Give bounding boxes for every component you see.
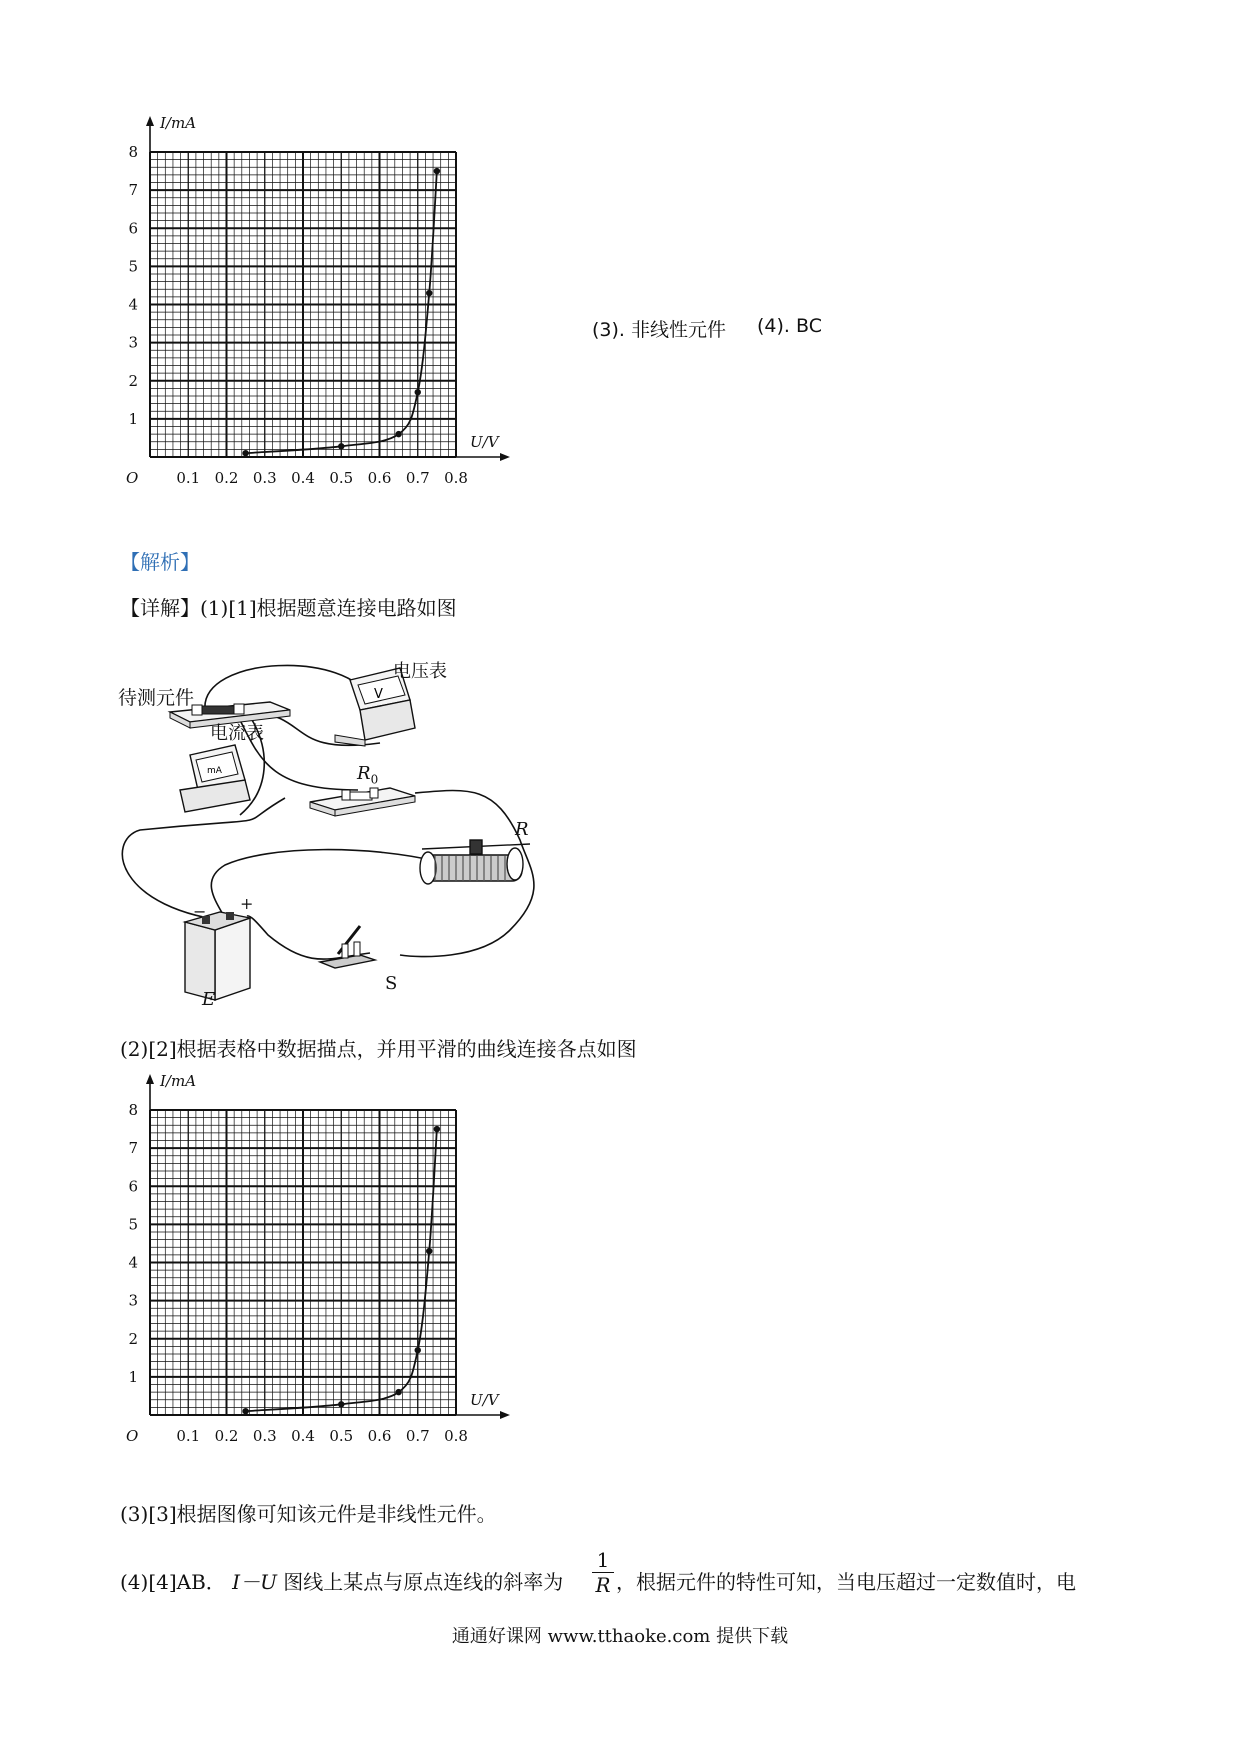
label-battery: E: [202, 989, 216, 1010]
x-tick-label: 0.1: [176, 1427, 201, 1445]
x-tick-label: 0.4: [291, 1427, 315, 1445]
x-tick-label: 0.6: [367, 469, 392, 487]
data-point: [395, 431, 401, 437]
x-tick-label: 0.1: [176, 469, 201, 487]
y-tick-label: 5: [128, 1215, 138, 1234]
y-tick-label: 5: [128, 257, 138, 276]
data-point: [242, 450, 248, 456]
x-axis-label: U/V: [470, 433, 499, 451]
x-tick-label: 0.2: [214, 469, 239, 487]
data-point: [395, 1389, 401, 1395]
x-tick-label: 0.7: [405, 469, 430, 487]
x-tick-label: 0.5: [329, 469, 354, 487]
iu-chart-1-svg: [110, 112, 570, 532]
x-axis-label: U/V: [470, 1391, 499, 1409]
analysis-tag: 【解析】: [120, 550, 200, 574]
y-tick-label: 1: [128, 1367, 138, 1386]
x-tick-label: 0.8: [444, 469, 468, 487]
chart-grid: [150, 1110, 456, 1415]
data-point: [426, 1248, 432, 1254]
y-axis-arrow: [146, 1074, 154, 1084]
iu-chart-2-svg: [110, 1070, 570, 1490]
answer-4: (4). BC: [757, 315, 822, 337]
y-tick-label: 8: [128, 1101, 138, 1119]
label-minus: −: [193, 902, 207, 921]
answer-3: (3). 非线性元件: [592, 319, 726, 341]
iu-chart-1: [110, 112, 570, 532]
data-point: [434, 168, 440, 174]
x-tick-label: 0.6: [367, 1427, 392, 1445]
data-point: [434, 1126, 440, 1132]
y-tick-label: 3: [128, 1291, 138, 1310]
y-tick-label: 6: [128, 219, 138, 238]
detail-line-1: 【详解】(1)[1]根据题意连接电路如图: [120, 596, 457, 620]
page-footer: 通通好课网 www.tthaoke.com 提供下载: [451, 1626, 789, 1647]
data-point: [426, 290, 432, 296]
origin-label: O: [126, 469, 139, 487]
x-tick-label: 0.3: [252, 1427, 277, 1445]
label-voltmeter: 电压表: [393, 661, 447, 682]
circuit-diagram: [110, 640, 590, 1010]
detail-line-2: (2)[2]根据表格中数据描点，并用平滑的曲线连接各点如图: [120, 1037, 637, 1061]
data-point: [415, 1347, 421, 1353]
y-tick-label: 3: [128, 333, 138, 352]
x-axis-arrow: [500, 453, 510, 461]
y-tick-label: 2: [128, 1329, 138, 1348]
y-axis-label: I/mA: [160, 114, 197, 132]
x-tick-label: 0.5: [329, 1427, 354, 1445]
x-tick-label: 0.7: [405, 1427, 430, 1445]
y-tick-label: 7: [128, 181, 138, 200]
slope-numerator: 1: [596, 1548, 610, 1572]
ammeter-symbol: mA: [207, 766, 222, 776]
y-tick-label: 4: [128, 295, 138, 314]
detail-4-mid: 图线上某点与原点连线的斜率为: [283, 1570, 564, 1594]
y-tick-label: 6: [128, 1177, 138, 1196]
y-axis-label: I/mA: [160, 1072, 197, 1090]
slope-denominator: R: [595, 1573, 611, 1597]
x-tick-label: 0.4: [291, 469, 315, 487]
data-point: [415, 389, 421, 395]
label-plus: +: [240, 894, 254, 913]
detail-4-iu: I－U: [232, 1570, 277, 1594]
y-axis-arrow: [146, 116, 154, 126]
detail-line-3: (3)[3]根据图像可知该元件是非线性元件。: [120, 1502, 497, 1526]
y-tick-label: 4: [128, 1253, 138, 1272]
r0-letter: R: [357, 763, 371, 784]
label-element: 待测元件: [118, 687, 195, 709]
y-tick-label: 7: [128, 1139, 138, 1158]
x-tick-label: 0.2: [214, 1427, 239, 1445]
detail-line-4: [120, 1568, 563, 1596]
label-rheostat: R: [515, 819, 529, 840]
data-point: [242, 1408, 248, 1414]
iu-chart-2: [110, 1070, 570, 1490]
label-ammeter: 电流表: [210, 723, 264, 744]
voltmeter-symbol: V: [374, 687, 383, 702]
y-tick-label: 1: [128, 409, 138, 428]
r0-subscript: 0: [370, 772, 379, 787]
slope-fraction: [592, 1548, 614, 1597]
data-point: [338, 1401, 344, 1407]
x-axis-arrow: [500, 1411, 510, 1419]
label-switch: S: [385, 973, 398, 994]
label-r0: [357, 760, 378, 794]
origin-label: O: [126, 1427, 139, 1445]
x-tick-label: 0.3: [252, 469, 277, 487]
y-tick-label: 8: [128, 143, 138, 161]
detail-4-suffix: ，根据元件的特性可知，当电压超过一定数值时，电: [616, 1570, 1076, 1594]
chart-grid: [150, 152, 456, 457]
x-tick-label: 0.8: [444, 1427, 468, 1445]
y-tick-label: 2: [128, 371, 138, 390]
detail-4-prefix: (4)[4]AB．: [120, 1570, 226, 1594]
data-point: [338, 443, 344, 449]
